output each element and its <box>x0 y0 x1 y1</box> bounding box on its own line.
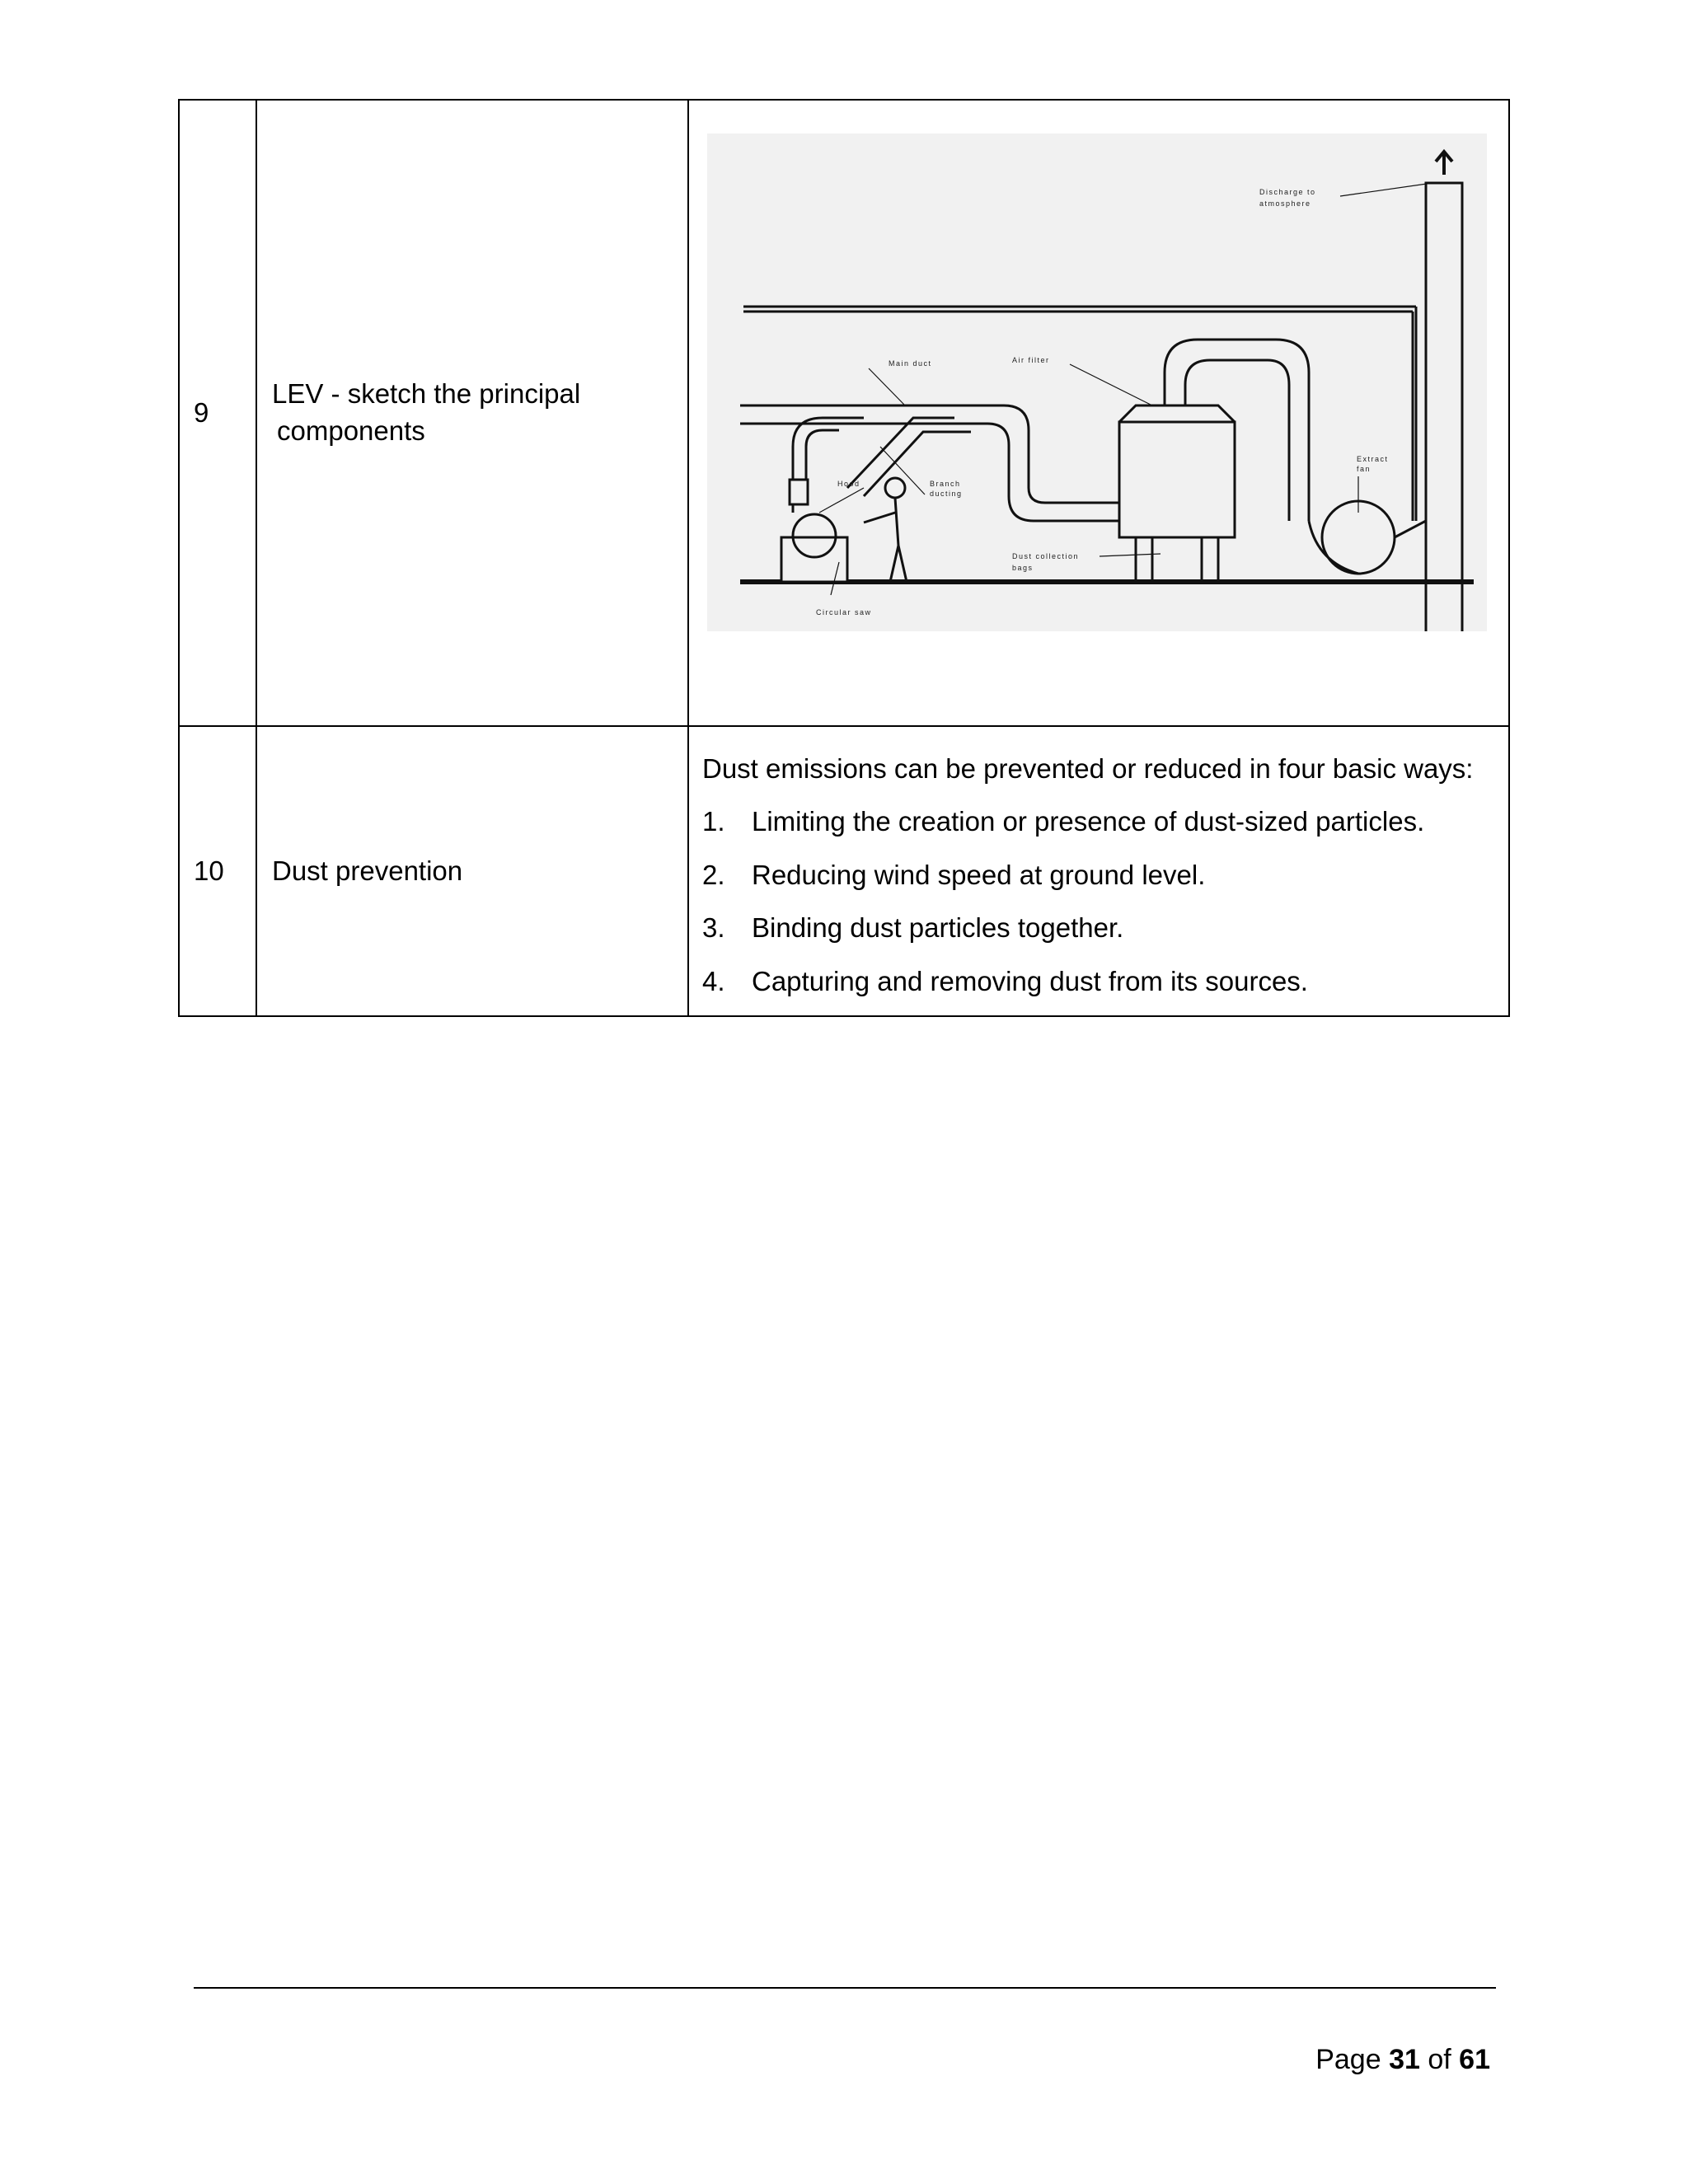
row-topic: Dust prevention <box>256 726 688 1016</box>
list-text: Limiting the creation or presence of dust-sized particles. <box>752 806 1425 837</box>
list-item <box>702 804 1495 841</box>
question-table <box>178 99 1510 1017</box>
list-text: Capturing and removing dust from its sources. <box>752 965 1308 996</box>
diagram-label: Main duct <box>889 359 932 368</box>
list-text: Binding dust particles together. <box>752 912 1124 944</box>
diagram-label: ducting <box>930 490 963 498</box>
list-number: 4. <box>702 965 725 996</box>
diagram-label: Air filter <box>1012 356 1050 364</box>
diagram-label: atmosphere <box>1259 199 1311 208</box>
row-answer <box>688 100 1509 726</box>
row-topic <box>256 100 688 726</box>
page-word: Page <box>1315 2044 1381 2075</box>
answer-intro: Dust emissions can be prevented or reduced in four basic ways: <box>702 752 1474 784</box>
row-number: 9 <box>179 100 256 726</box>
diagram-label: fan <box>1357 465 1372 473</box>
list-number: 2. <box>702 859 725 890</box>
diagram-label: Circular saw <box>816 608 872 616</box>
diagram-label: Discharge to <box>1259 188 1316 196</box>
answer-list <box>702 804 1495 1000</box>
diagram-label: Extract <box>1357 455 1389 463</box>
diagram-label: Dust collection <box>1012 552 1080 560</box>
diagram-label: bags <box>1012 564 1034 572</box>
page-total: 61 <box>1459 2044 1490 2075</box>
row-answer <box>688 726 1509 1016</box>
list-item <box>702 857 1495 894</box>
list-item <box>702 963 1495 1001</box>
page-number <box>1315 2044 1490 2076</box>
table-row <box>179 726 1509 1016</box>
lev-diagram <box>707 134 1487 631</box>
topic-line: components <box>277 415 425 446</box>
row-number: 10 <box>179 726 256 1016</box>
footer-divider <box>194 1987 1496 1989</box>
list-number: 1. <box>702 806 725 837</box>
page-of: of <box>1428 2044 1451 2075</box>
list-text: Reducing wind speed at ground level. <box>752 859 1206 890</box>
diagram-label: Hood <box>837 480 860 488</box>
topic-line: LEV - sketch the principal <box>272 378 581 410</box>
diagram-label: Branch <box>930 480 961 488</box>
lev-diagram-svg <box>707 134 1487 631</box>
list-number: 3. <box>702 912 725 944</box>
table-row <box>179 100 1509 726</box>
page-current: 31 <box>1389 2044 1420 2075</box>
list-item <box>702 910 1495 947</box>
